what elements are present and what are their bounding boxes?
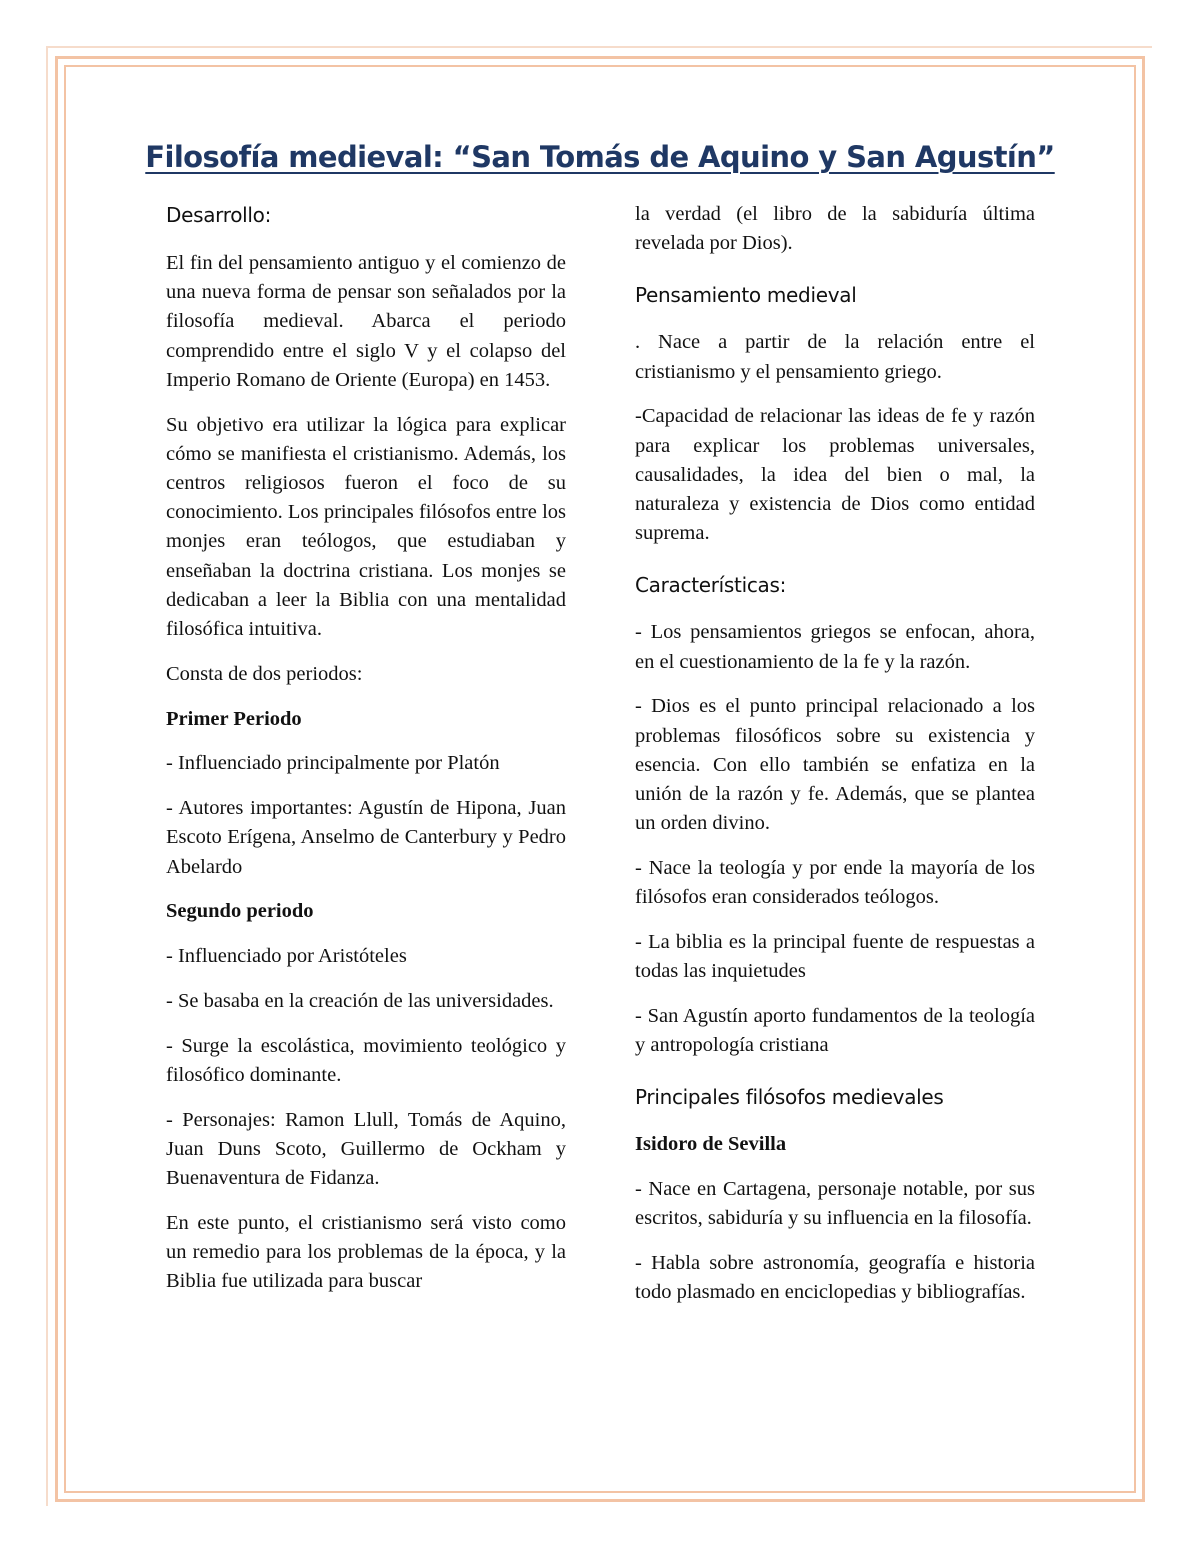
paragraph-pensamientos-griegos: - Los pensamientos griegos se enfocan, ahora, en el cuestionamiento de la fe y la razón. <box>635 621 1035 673</box>
paragraph-objetivo: Su objetivo era utilizar la lógica para explicar cómo se manifiesta el cristianismo. Además, los centros religiosos fueron el foco de su conocimiento. Los principales filósofos entre los monjes eran teólogos, que estudiaban y enseñaban la doctrina cristiana. Los monjes se dedicaban a leer la Biblia con una mentalidad filosófica intuitiva. <box>166 413 566 641</box>
paragraph-biblia: - La biblia es la principal fuente de respuestas a todas las inquietudes <box>635 931 1035 983</box>
paragraph-san-agustin: - San Agustín aporto fundamentos de la teología y antropología cristiana <box>635 1005 1035 1057</box>
paragraph-autores: - Autores importantes: Agustín de Hipona, Juan Escoto Erígena, Anselmo de Canterbury y Pedro Abelardo <box>166 797 566 878</box>
heading-primer-periodo: Primer Periodo <box>166 707 302 730</box>
paragraph-platon: - Influenciado principalmente por Platón <box>166 752 500 775</box>
paragraph-personajes: - Personajes: Ramon Llull, Tomás de Aquino, Juan Duns Scoto, Guillermo de Ockham y Buenaventura de Fidanza. <box>166 1108 566 1190</box>
paragraph-cartagena: - Nace en Cartagena, personaje notable, por sus escritos, sabiduría y su influencia en la filosofía. <box>635 1178 1035 1230</box>
paragraph-nace-relacion: . Nace a partir de la relación entre el cristianismo y el pensamiento griego. <box>635 331 1035 383</box>
heading-principales-filosofos: Principales filósofos medievales <box>635 1085 944 1110</box>
left-column <box>166 200 566 1312</box>
paragraph-universidades: - Se basaba en la creación de las universidades. <box>166 990 554 1013</box>
paragraph-escolastica: - Surge la escolástica, movimiento teológico y filosófico dominante. <box>166 1034 566 1087</box>
heading-desarrollo: Desarrollo: <box>166 203 272 227</box>
document-title-text: Filosofía medieval: “San Tomás de Aquino y San Agustín” <box>145 140 1055 174</box>
paragraph-cristianismo: En este punto, el cristianismo será visto como un remedio para los problemas de la época, y la Biblia fue utilizada para buscar <box>166 1212 566 1293</box>
heading-caracteristicas: Características: <box>635 573 787 598</box>
paragraph-periodos: Consta de dos periodos: <box>166 662 363 685</box>
paragraph-teologia: - Nace la teología y por ende la mayoría de los filósofos eran considerados teólogos. <box>635 857 1035 909</box>
paragraph-capacidad: -Capacidad de relacionar las ideas de fe y razón para explicar los problemas universales, causalidades, la idea del bien o mal, la naturaleza y existencia de Dios como entidad suprema. <box>635 405 1035 545</box>
paragraph-aristoteles: - Influenciado por Aristóteles <box>166 945 407 968</box>
right-column <box>635 200 1035 1323</box>
heading-segundo-periodo: Segundo periodo <box>166 900 314 923</box>
heading-pensamiento-medieval: Pensamiento medieval <box>635 283 857 308</box>
paragraph-astronomia: - Habla sobre astronomía, geografía e historia todo plasmado en enciclopedias y bibliografías. <box>635 1252 1035 1304</box>
paragraph-dios: - Dios es el punto principal relacionado a los problemas filosóficos sobre su existencia y esencia. Con ello también se enfatiza en la unión de la razón y fe. Además, que se plantea un orden divino. <box>635 695 1035 835</box>
heading-isidoro: Isidoro de Sevilla <box>635 1133 787 1156</box>
paragraph-verdad: la verdad (el libro de la sabiduría última revelada por Dios). <box>635 203 1035 255</box>
paragraph-intro: El fin del pensamiento antiguo y el comienzo de una nueva forma de pensar son señalados por la filosofía medieval. Abarca el periodo comprendido entre el siglo V y el colapso del Imperio Romano de Oriente (Europa) en 1453. <box>166 252 566 391</box>
document-title <box>100 140 1100 174</box>
